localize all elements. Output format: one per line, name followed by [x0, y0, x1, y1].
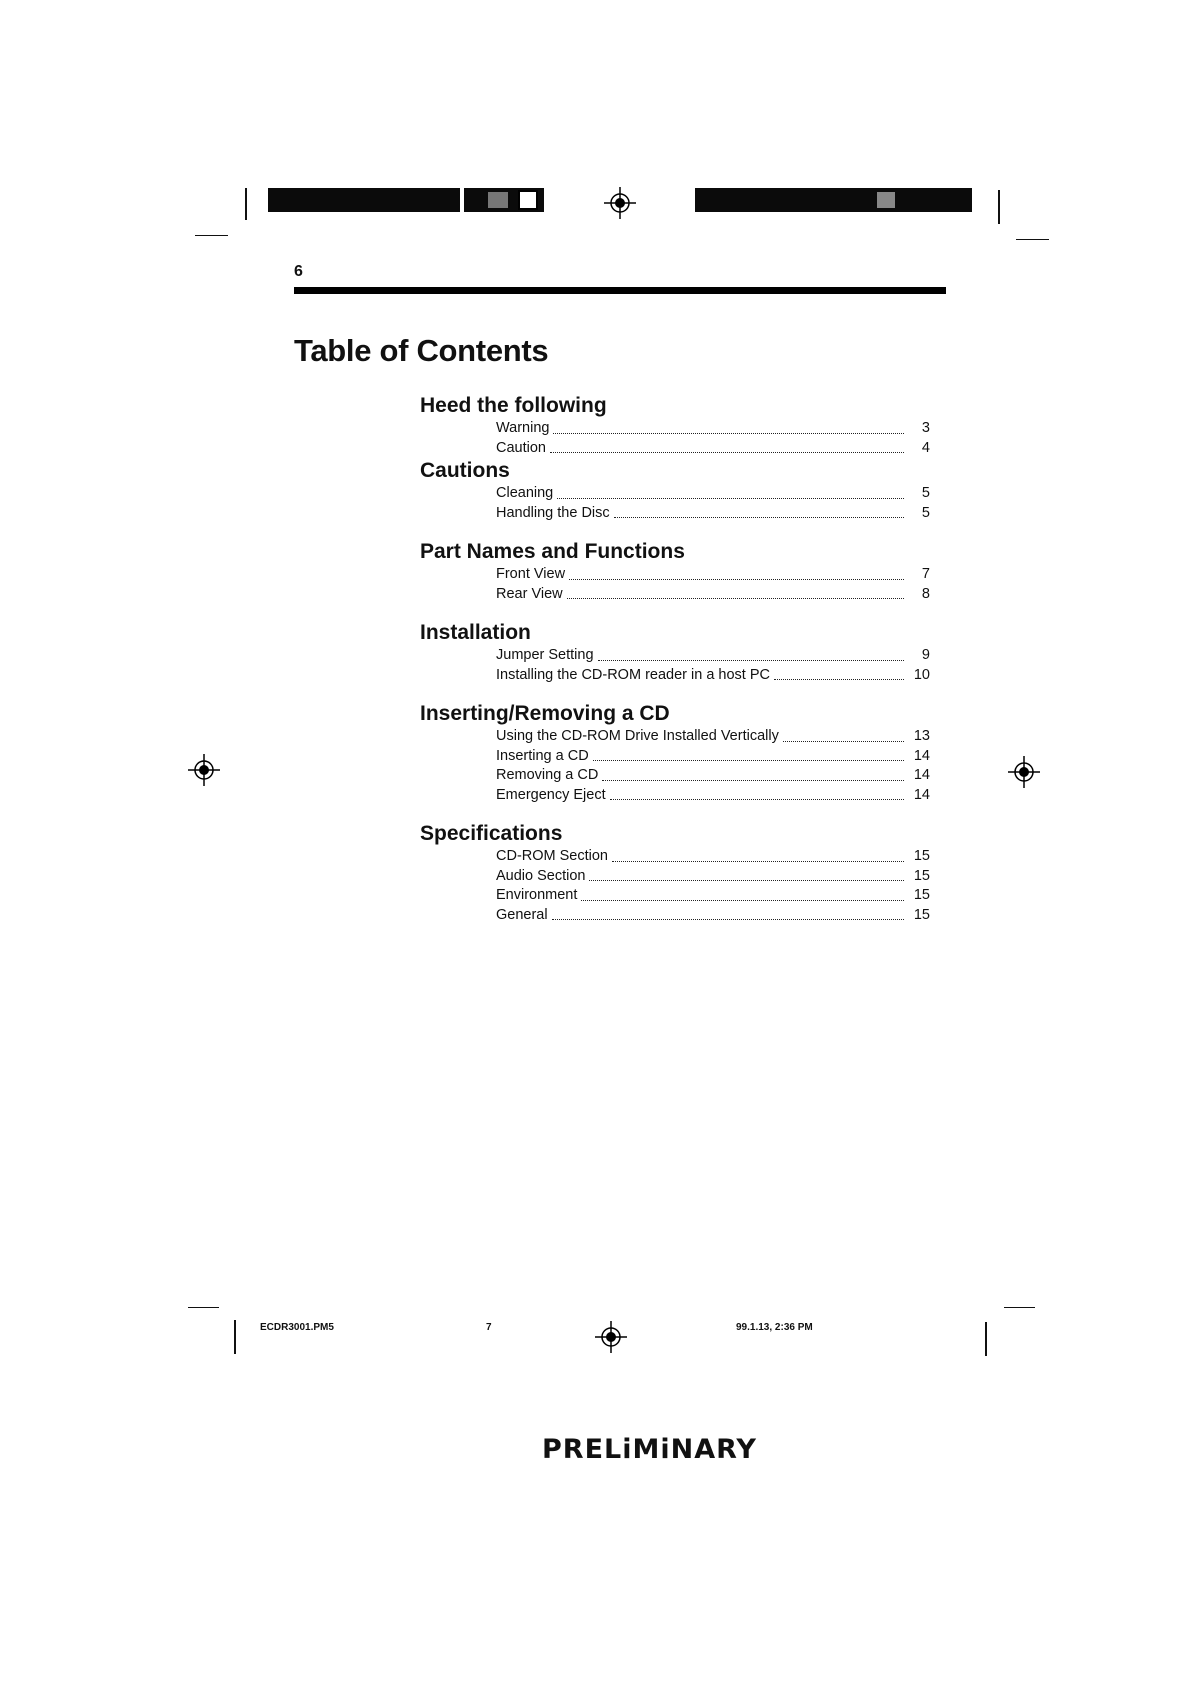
dot-leader: [569, 579, 904, 580]
toc-section: [420, 821, 930, 925]
toc-entry[interactable]: [496, 786, 930, 806]
toc-section-title: Cautions: [420, 459, 510, 482]
crop-mark: [985, 1322, 987, 1356]
toc-entry-page: 3: [921, 420, 930, 436]
registration-mark-icon: [604, 187, 636, 219]
dot-leader: [557, 498, 904, 499]
crop-mark: [998, 190, 1000, 224]
dot-leader: [602, 780, 904, 781]
toc-entry-page: 5: [921, 504, 930, 521]
toc-section-title: Heed the following: [420, 394, 607, 417]
toc-entry-label: Audio Section: [496, 867, 586, 884]
registration-mark-icon: [1008, 756, 1040, 788]
toc-entry-page: 15: [913, 867, 930, 884]
registration-mark-icon: [595, 1321, 627, 1353]
page-title: Table of Contents: [294, 333, 549, 368]
registration-mark-icon: [188, 754, 220, 786]
dot-leader: [598, 660, 904, 661]
dot-leader: [567, 598, 904, 599]
toc-entry[interactable]: [496, 886, 930, 906]
toc-entry[interactable]: [496, 766, 930, 786]
toc-entry[interactable]: [496, 484, 930, 504]
preliminary-stamp: PRELiMiNARY: [542, 1434, 757, 1465]
toc-entry[interactable]: [496, 646, 930, 666]
footer-timestamp: 99.1.13, 2:36 PM: [736, 1322, 813, 1333]
toc-entry-label: Handling the Disc: [496, 504, 610, 521]
toc-entry-page: 9: [921, 647, 930, 663]
toc-entry-page: 5: [921, 485, 930, 501]
header-rule: [294, 287, 946, 294]
dot-leader: [612, 861, 904, 862]
toc-section: [420, 393, 930, 458]
toc-entry-label: Cleaning: [496, 485, 554, 501]
toc-section-title: Specifications: [420, 822, 563, 845]
dot-leader: [552, 919, 904, 920]
crop-mark: [245, 188, 247, 220]
toc-section-title: Installation: [420, 621, 531, 644]
dot-leader: [774, 679, 904, 680]
toc-entry-page: 15: [913, 887, 930, 903]
toc-entry-label: Using the CD-ROM Drive Installed Vertically: [496, 728, 779, 744]
footer-filename: ECDR3001.PM5: [260, 1322, 334, 1333]
registration-bar: [268, 188, 544, 212]
toc-entry-label: Front View: [496, 566, 566, 582]
toc-entry[interactable]: [496, 439, 930, 459]
toc-entry-label: Inserting a CD: [496, 747, 589, 764]
toc-entry-page: 14: [913, 786, 930, 803]
toc-entry-label: Warning: [496, 420, 550, 436]
toc-entry-label: Rear View: [496, 585, 563, 602]
toc-entry-page: 15: [913, 906, 930, 923]
dot-leader: [783, 741, 904, 742]
toc-section: [420, 458, 930, 523]
toc-entry-page: 10: [913, 666, 930, 683]
toc-entry[interactable]: [496, 747, 930, 767]
dot-leader: [550, 452, 904, 453]
toc-entry-label: Caution: [496, 439, 546, 456]
toc-entry-label: General: [496, 906, 548, 923]
toc-entry-page: 8: [921, 585, 930, 602]
toc-entry[interactable]: [496, 867, 930, 887]
toc-section-title: Inserting/Removing a CD: [420, 702, 670, 725]
toc-entry-page: 14: [913, 767, 930, 783]
toc-entry[interactable]: [496, 585, 930, 605]
registration-bar: [695, 188, 972, 212]
dot-leader: [581, 900, 904, 901]
toc-entry[interactable]: [496, 906, 930, 926]
toc-entry-page: 14: [913, 747, 930, 764]
dot-leader: [589, 880, 904, 881]
toc-entry-label: Environment: [496, 887, 578, 903]
dot-leader: [610, 799, 904, 800]
crop-mark: [195, 235, 228, 236]
crop-mark: [234, 1320, 236, 1354]
toc-section-title: Part Names and Functions: [420, 540, 685, 563]
crop-mark: [188, 1307, 219, 1308]
table-of-contents: [420, 393, 930, 925]
toc-entry-page: 7: [921, 566, 930, 582]
toc-entry[interactable]: [496, 504, 930, 524]
toc-section: [420, 701, 930, 805]
toc-entry-page: 13: [913, 728, 930, 744]
toc-entry[interactable]: [496, 666, 930, 686]
toc-entry-label: CD-ROM Section: [496, 848, 608, 864]
toc-entry-page: 4: [921, 439, 930, 456]
toc-entry-label: Emergency Eject: [496, 786, 606, 803]
crop-mark: [1016, 239, 1049, 240]
toc-entry[interactable]: [496, 727, 930, 747]
toc-entry-label: Removing a CD: [496, 767, 599, 783]
toc-entry[interactable]: [496, 419, 930, 439]
toc-entry[interactable]: [496, 565, 930, 585]
page-number: 6: [294, 263, 303, 280]
toc-section: [420, 620, 930, 685]
toc-entry-label: Installing the CD-ROM reader in a host PC: [496, 666, 770, 683]
toc-entry-label: Jumper Setting: [496, 647, 594, 663]
toc-section: [420, 539, 930, 604]
toc-entry[interactable]: [496, 847, 930, 867]
footer-sheet: 7: [486, 1322, 492, 1333]
crop-mark: [1004, 1307, 1035, 1308]
dot-leader: [593, 760, 904, 761]
toc-entry-page: 15: [913, 848, 930, 864]
dot-leader: [614, 517, 904, 518]
dot-leader: [553, 433, 904, 434]
